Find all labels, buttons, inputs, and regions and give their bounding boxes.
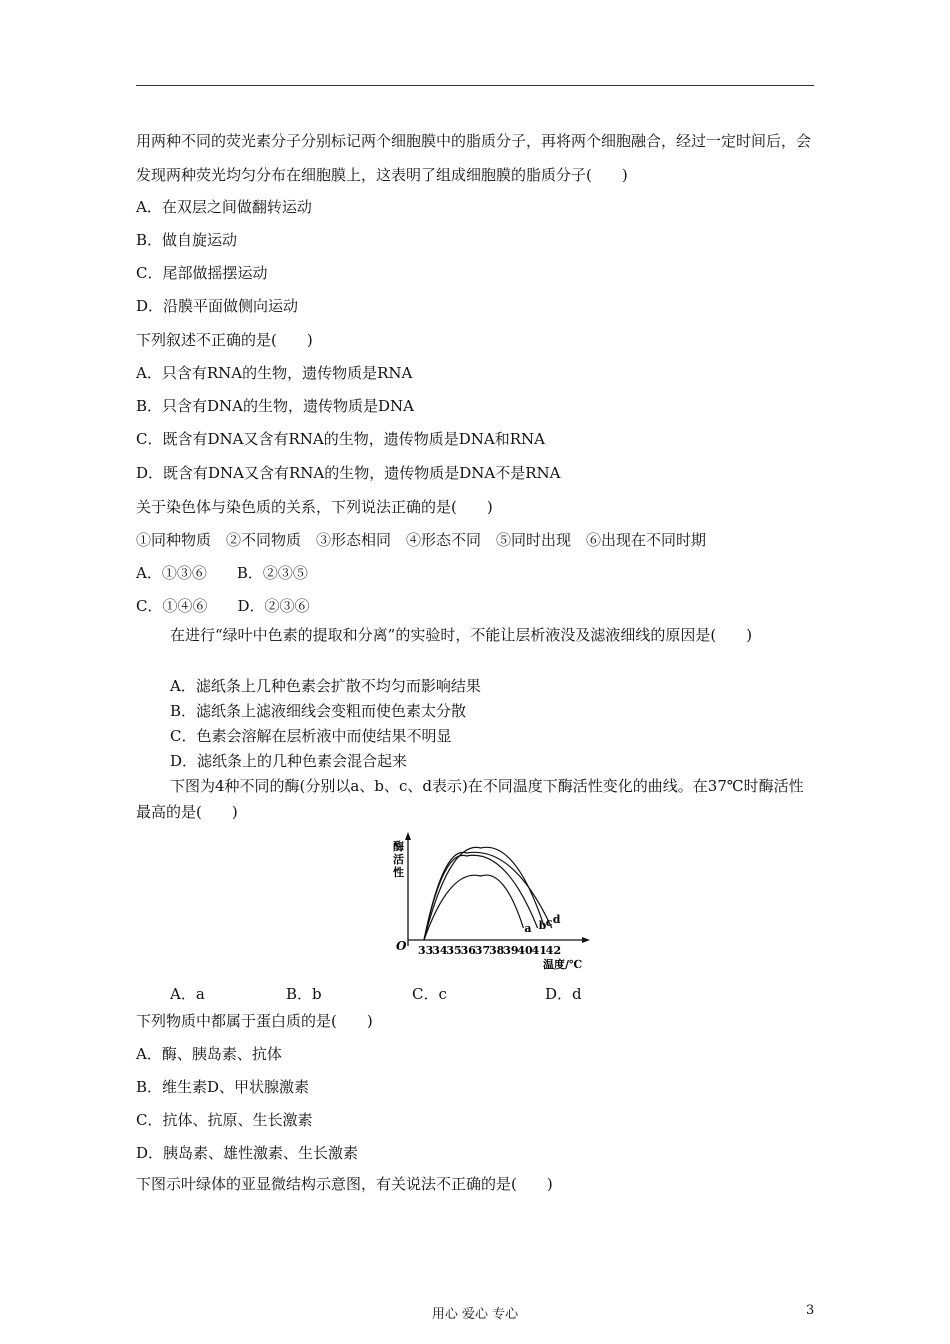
q1-option-d: D．沿膜平面做侧向运动 (136, 297, 299, 315)
q3-stem: 关于染色体与染色质的关系，下列说法正确的是( ) (136, 498, 493, 516)
q6-stem: 下列物质中都属于蛋白质的是( ) (136, 1012, 373, 1030)
q2-stem: 下列叙述不正确的是( ) (136, 331, 313, 349)
q4-stem: 在进行“绿叶中色素的提取和分离”的实验时，不能让层析液没及滤液细线的原因是( ) (170, 626, 753, 644)
x-tick-label: 41 (531, 944, 547, 957)
page-footer: 用心 爱心 专心 (431, 1307, 519, 1322)
y-axis-label-3: 性 (393, 866, 404, 879)
q3-options-line2: C．①④⑥ D．②③⑥ (136, 597, 310, 615)
x-tick-label: 38 (489, 944, 505, 957)
curve-label-d: d (552, 913, 561, 926)
q6-option-b: B．维生素D、甲状腺激素 (136, 1078, 310, 1096)
q2-option-d: D．既含有DNA又含有RNA的生物，遗传物质是DNA不是RNA (136, 464, 561, 482)
q3-options-line1: A．①③⑥ B．②③⑤ (136, 564, 308, 582)
q3-items: ①同种物质 ②不同物质 ③形态相同 ④形态不同 ⑤同时出现 ⑥出现在不同时期 (136, 531, 707, 549)
x-tick-label: 40 (517, 944, 533, 957)
y-axis-label-1: 酶 (393, 840, 404, 853)
q5-stem: 下图为4种不同的酶(分别以a、b、c、d表示)在不同温度下酶活性变化的曲线。在37℃时酶活性最高的是( ) (136, 777, 804, 821)
x-tick-label: 42 (545, 944, 562, 957)
page-number: 3 (806, 1303, 815, 1318)
q5-option-a: A．a (170, 985, 205, 1003)
q2-option-c: C．既含有DNA又含有RNA的生物，遗传物质是DNA和RNA (136, 430, 545, 448)
y-axis-label-2: 活 (393, 853, 404, 866)
q2-option-b: B．只含有DNA的生物，遗传物质是DNA (136, 397, 414, 415)
q4-option-a: A．滤纸条上几种色素会扩散不均匀而影响结果 (170, 677, 481, 695)
x-tick-label: 33 (418, 944, 434, 957)
x-tick-label: 39 (503, 944, 519, 957)
x-axis-label: 温度/℃ (543, 958, 583, 971)
q5-option-c: C．c (412, 985, 447, 1003)
header-rule (136, 85, 814, 86)
x-tick-label: 37 (474, 944, 491, 957)
q2-option-a: A．只含有RNA的生物，遗传物质是RNA (136, 364, 413, 382)
q5-option-b: B．b (286, 985, 322, 1003)
origin-label: O (396, 939, 407, 953)
x-tick-label: 35 (446, 944, 462, 957)
y-axis-arrow (405, 832, 411, 840)
x-axis-arrow (582, 937, 590, 943)
x-tick-label: 36 (460, 944, 476, 957)
q4-option-b: B．滤纸条上滤液细线会变粗而使色素太分散 (170, 702, 467, 720)
q5-option-d: D．d (545, 985, 582, 1003)
q6-option-c: C．抗体、抗原、生长激素 (136, 1111, 313, 1129)
curve-label-c: c (545, 916, 553, 929)
q4-option-d: D．滤纸条上的几种色素会混合起来 (170, 752, 408, 770)
q6-option-d: D．胰岛素、雄性激素、生长激素 (136, 1144, 359, 1162)
q1-option-b: B．做自旋运动 (136, 231, 238, 249)
q6-option-a: A．酶、胰岛素、抗体 (136, 1045, 282, 1063)
enzyme-activity-chart (380, 826, 600, 976)
curve-b (424, 855, 538, 940)
q1-stem: 用两种不同的荧光素分子分别标记两个细胞膜中的脂质分子，再将两个细胞融合，经过一定时间后，会发现两种荧光均匀分布在细胞膜上，这表明了组成细胞膜的脂质分子( ) (136, 132, 812, 184)
q1-option-c: C．尾部做摇摆运动 (136, 264, 268, 282)
x-tick-label: 34 (432, 944, 448, 957)
q7-stem: 下图示叶绿体的亚显微结构示意图，有关说法不正确的是( ) (136, 1175, 553, 1193)
q1-option-a: A．在双层之间做翻转运动 (136, 198, 312, 216)
curve-label-b: b (538, 919, 547, 932)
q4-option-c: C．色素会溶解在层析液中而使结果不明显 (170, 727, 452, 745)
curve-label-a: a (524, 922, 532, 935)
